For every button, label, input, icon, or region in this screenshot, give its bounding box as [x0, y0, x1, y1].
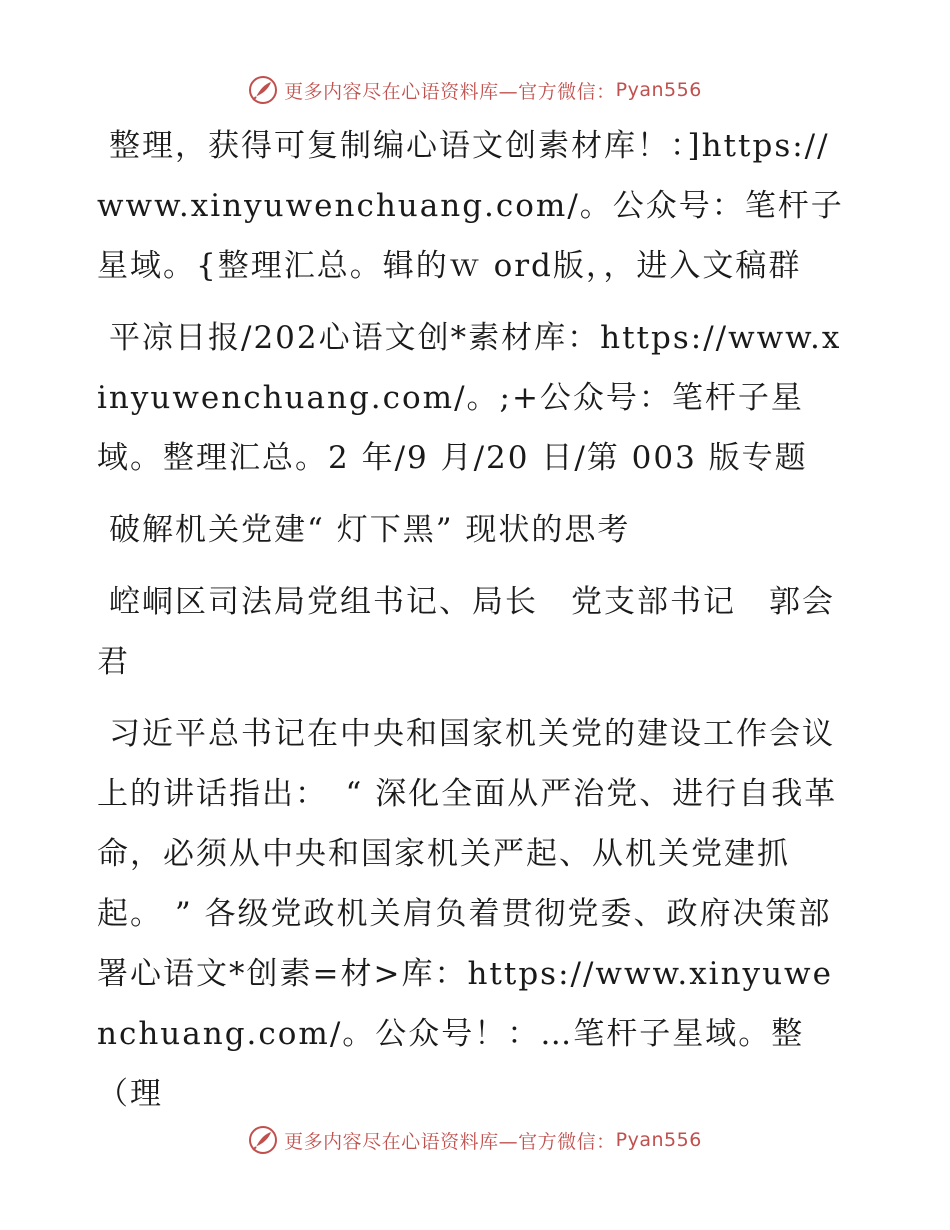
watermark-text: 更多内容尽在心语资料库—官方微信： — [284, 1130, 616, 1153]
watermark-text: 更多内容尽在心语资料库—官方微信： — [284, 80, 616, 103]
watermark-wechat-id: Pyan556 — [615, 1129, 702, 1151]
header-watermark — [0, 70, 950, 110]
article-author: 崆峒区司法局党组书记、局长 党支部书记 郭会君 — [97, 584, 835, 680]
watermark-wechat-id: Pyan556 — [615, 79, 702, 101]
paragraph-source: 平凉日报/202心语文创*素材库：https://www.xinyuwenchuang.com/。;+公众号：笔杆子星域。整理汇总。2 年/9 月/20 日/第 003 版专题 — [97, 320, 842, 476]
feather-pen-icon — [248, 1125, 278, 1155]
paragraph-body: 习近平总书记在中央和国家机关党的建设工作会议上的讲话指出： “ 深化全面从严治党、进行自我革命，必须从中央和国家机关严起、从机关党建抓起。 ” 各级党政机关肩负着贯彻党委、政府决策部署心语文*创素=材>库：https://www.xinyuwenchuang.com/。公众号！：…笔杆子星域。整（理 — [97, 716, 838, 1112]
paragraph-intro: 整理，获得可复制编心语文创素材库！：]https://www.xinyuwenchuang.com/。公众号：笔杆子星域。{整理汇总。辑的ｗ ord版，，进入文稿群 — [97, 128, 844, 284]
document-body — [97, 116, 852, 1136]
footer-watermark — [0, 1120, 950, 1160]
feather-pen-icon — [248, 75, 278, 105]
article-title: 破解机关党建“ 灯下黑” 现状的思考 — [109, 512, 631, 548]
